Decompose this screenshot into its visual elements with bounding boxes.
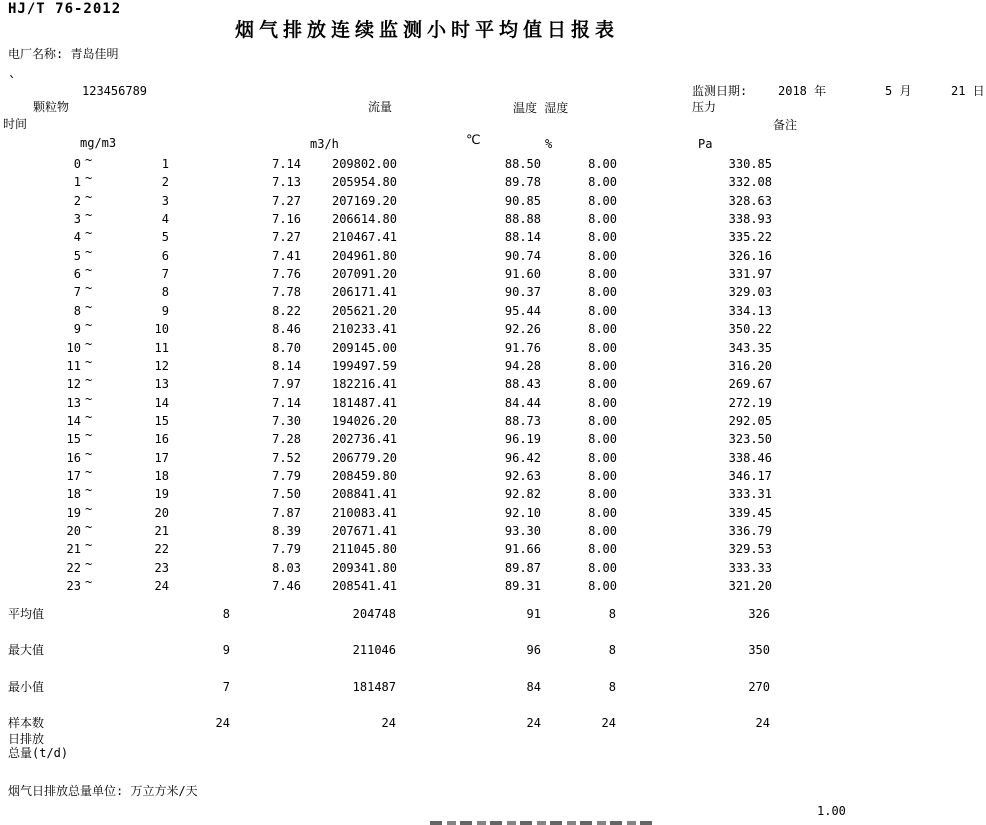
summary-label: 最大值 <box>8 643 45 657</box>
temp-value: 91.66 <box>504 542 541 557</box>
flow-value: 205621.20 <box>331 303 397 318</box>
flow-value: 208459.80 <box>331 468 397 483</box>
hour-to: 6 <box>161 248 169 263</box>
flow-value: 210083.41 <box>331 505 397 520</box>
pressure-value: 338.93 <box>728 212 772 227</box>
hour-to: 16 <box>154 432 169 447</box>
pm-value: 7.52 <box>272 450 301 465</box>
hour-row <box>0 373 986 392</box>
flow-value: 209802.00 <box>331 157 397 171</box>
humidity-value: 8.00 <box>588 175 617 190</box>
pm-value: 7.97 <box>272 377 301 392</box>
hour-row <box>0 244 986 264</box>
pressure-value: 339.45 <box>728 505 772 520</box>
humidity-value: 8.00 <box>588 377 617 392</box>
hour-from: 16 <box>66 450 81 465</box>
summary-temp-value: 84 <box>526 680 541 694</box>
summary-row <box>0 607 986 622</box>
unit-pressure: Pa <box>698 137 713 151</box>
humidity-value: 8.00 <box>588 303 617 318</box>
hour-row <box>0 171 986 190</box>
tilde-mark: ~ <box>85 281 93 296</box>
temp-value: 88.14 <box>504 230 541 245</box>
flow-value: 207671.41 <box>331 524 397 538</box>
flow-value: 210233.41 <box>331 322 397 337</box>
summary-pm-value: 7 <box>222 680 230 694</box>
hour-from: 5 <box>73 248 81 263</box>
temp-value: 90.85 <box>504 193 541 208</box>
footer-unit-note: 烟气日排放总量单位: 万立方米/天 <box>8 784 198 798</box>
hour-from: 12 <box>66 377 81 392</box>
clipped-text-fragment <box>430 821 656 825</box>
pm-value: 7.50 <box>272 487 301 502</box>
tilde-mark: ~ <box>85 373 93 388</box>
flow-value: 210467.41 <box>331 230 397 245</box>
hour-to: 20 <box>154 505 169 520</box>
pm-value: 7.46 <box>272 579 301 594</box>
flow-value: 204961.80 <box>331 248 397 263</box>
pm-value: 7.14 <box>272 395 301 410</box>
hour-row <box>0 391 986 411</box>
flow-value: 202736.41 <box>331 432 397 447</box>
hour-row <box>0 354 986 374</box>
pressure-value: 336.79 <box>728 524 772 538</box>
summary-humidity-value: 8 <box>608 607 616 621</box>
temp-value: 96.42 <box>504 450 541 465</box>
temp-value: 90.74 <box>504 248 541 263</box>
hour-row <box>0 520 986 539</box>
hour-from: 6 <box>73 267 81 282</box>
hour-to: 7 <box>161 267 169 282</box>
pressure-value: 346.17 <box>728 468 772 483</box>
hour-to: 18 <box>154 468 169 483</box>
hour-from: 22 <box>66 560 81 575</box>
temp-value: 92.26 <box>504 322 541 337</box>
hour-to: 23 <box>154 560 169 575</box>
hour-row <box>0 263 986 282</box>
tilde-mark: ~ <box>85 336 93 351</box>
flow-value: 181487.41 <box>331 395 397 410</box>
pm-value: 7.78 <box>272 285 301 300</box>
hour-from: 4 <box>73 230 81 245</box>
temp-value: 96.19 <box>504 432 541 447</box>
serial-number: 123456789 <box>82 84 148 98</box>
report-title: 烟气排放连续监测小时平均值日报表 <box>235 19 620 41</box>
pressure-value: 333.31 <box>728 487 772 502</box>
summary-row <box>0 716 986 731</box>
hour-to: 22 <box>154 542 169 557</box>
flow-value: 205954.80 <box>331 175 397 190</box>
flow-value: 209145.00 <box>331 340 397 355</box>
humidity-value: 8.00 <box>588 358 617 373</box>
tilde-mark: ~ <box>85 318 93 333</box>
tilde-mark: ~ <box>85 226 93 241</box>
pressure-value: 350.22 <box>728 322 772 337</box>
monitor-date-label: 监测日期: <box>692 84 748 98</box>
tilde-mark: ~ <box>85 446 93 461</box>
summary-label: 平均值 <box>8 607 45 621</box>
humidity-value: 8.00 <box>588 560 617 575</box>
tilde-mark: ~ <box>85 501 93 516</box>
temp-value: 88.43 <box>504 377 541 392</box>
temp-value: 88.88 <box>504 212 541 227</box>
column-header-flow: 流量 <box>368 100 393 114</box>
tilde-mark: ~ <box>85 244 93 259</box>
humidity-value: 8.00 <box>588 432 617 447</box>
pm-value: 7.27 <box>272 230 301 245</box>
summary-pm-value: 24 <box>215 716 230 730</box>
hour-from: 19 <box>66 505 81 520</box>
pressure-value: 332.08 <box>728 175 772 190</box>
flow-value: 194026.20 <box>331 413 397 428</box>
temp-value: 95.44 <box>504 303 541 318</box>
flow-value: 208841.41 <box>331 487 397 502</box>
hour-from: 21 <box>66 542 81 557</box>
column-header-time: 时间 <box>3 117 28 131</box>
humidity-value: 8.00 <box>588 524 617 538</box>
pm-value: 8.14 <box>272 358 301 373</box>
hour-from: 18 <box>66 487 81 502</box>
hour-row <box>0 575 986 594</box>
hour-row <box>0 189 986 209</box>
temp-value: 90.37 <box>504 285 541 300</box>
summary-pm-value: 8 <box>222 607 230 621</box>
flow-value: 211045.80 <box>331 542 397 557</box>
humidity-value: 8.00 <box>588 267 617 282</box>
pressure-value: 272.19 <box>728 395 772 410</box>
summary-pm-value: 9 <box>222 643 230 657</box>
tilde-mark: ~ <box>85 538 93 553</box>
hour-from: 10 <box>66 340 81 355</box>
pm-value: 7.28 <box>272 432 301 447</box>
summary-flow-value: 211046 <box>352 643 396 657</box>
tilde-mark: ~ <box>85 171 93 186</box>
summary-pressure-value: 326 <box>748 607 770 621</box>
humidity-value: 8.00 <box>588 579 617 594</box>
unit-humidity: % <box>545 137 553 151</box>
hour-to: 19 <box>154 487 169 502</box>
column-header-pressure: 压力 <box>692 100 717 114</box>
monitor-date-year: 2018 年 <box>778 84 827 98</box>
hour-to: 2 <box>161 175 169 190</box>
hour-row <box>0 336 986 356</box>
humidity-value: 8.00 <box>588 230 617 245</box>
hour-from: 3 <box>73 212 81 227</box>
temp-value: 93.30 <box>504 524 541 538</box>
humidity-value: 8.00 <box>588 322 617 337</box>
tilde-mark: ~ <box>85 391 93 406</box>
pressure-value: 329.53 <box>728 542 772 557</box>
monitor-date-day: 21 日 <box>951 84 985 98</box>
tilde-mark: ~ <box>85 263 93 278</box>
pm-value: 7.76 <box>272 267 301 282</box>
hour-from: 7 <box>73 285 81 300</box>
summary-humidity-value: 8 <box>608 680 616 694</box>
pm-value: 8.46 <box>272 322 301 337</box>
hour-row <box>0 483 986 502</box>
temp-value: 92.10 <box>504 505 541 520</box>
column-header-remark: 备注 <box>773 118 798 132</box>
hour-to: 3 <box>161 193 169 208</box>
pressure-value: 333.33 <box>728 560 772 575</box>
humidity-value: 8.00 <box>588 468 617 483</box>
tilde-mark: ~ <box>85 520 93 534</box>
tilde-mark: ~ <box>85 189 93 204</box>
pressure-value: 329.03 <box>728 285 772 300</box>
tilde-mark: ~ <box>85 409 93 424</box>
pm-value: 7.16 <box>272 212 301 227</box>
temp-value: 92.63 <box>504 468 541 483</box>
hour-to: 21 <box>154 524 169 538</box>
pm-value: 7.41 <box>272 248 301 263</box>
humidity-value: 8.00 <box>588 157 617 171</box>
hour-to: 8 <box>161 285 169 300</box>
pm-value: 7.87 <box>272 505 301 520</box>
tilde-mark: ~ <box>85 428 93 443</box>
summary-label: 最小值 <box>8 680 45 694</box>
pm-value: 8.22 <box>272 303 301 318</box>
summary-flow-value: 181487 <box>352 680 396 694</box>
column-header-pm: 颗粒物 <box>33 100 70 114</box>
daily-emission-label-line2: 总量(t/d) <box>8 746 69 760</box>
hour-to: 1 <box>161 157 169 171</box>
hour-row <box>0 538 986 557</box>
plant-name: 电厂名称: 青岛佳明 <box>8 47 119 61</box>
temp-value: 84.44 <box>504 395 541 410</box>
flow-value: 208541.41 <box>331 579 397 594</box>
hour-row <box>0 299 986 319</box>
hour-row <box>0 501 986 521</box>
tilde-mark: ~ <box>85 299 93 314</box>
hour-from: 8 <box>73 303 81 318</box>
pm-value: 8.39 <box>272 524 301 538</box>
hour-to: 24 <box>154 579 169 594</box>
pm-value: 8.70 <box>272 340 301 355</box>
pressure-value: 323.50 <box>728 432 772 447</box>
humidity-value: 8.00 <box>588 340 617 355</box>
temp-value: 89.87 <box>504 560 541 575</box>
tilde-mark: ~ <box>85 153 93 167</box>
hour-from: 23 <box>66 579 81 594</box>
flow-value: 207091.20 <box>331 267 397 282</box>
pressure-value: 338.46 <box>728 450 772 465</box>
unit-pm: mg/m3 <box>80 136 117 150</box>
hour-to: 4 <box>161 212 169 227</box>
hour-row <box>0 428 986 447</box>
hour-row <box>0 446 986 466</box>
humidity-value: 8.00 <box>588 487 617 502</box>
summary-pressure-value: 270 <box>748 680 770 694</box>
hour-from: 0 <box>73 157 81 171</box>
temp-value: 94.28 <box>504 358 541 373</box>
pressure-value: 316.20 <box>728 358 772 373</box>
pressure-value: 326.16 <box>728 248 772 263</box>
monitor-date-month: 5 月 <box>885 84 912 98</box>
summary-humidity-value: 8 <box>608 643 616 657</box>
summary-temp-value: 96 <box>526 643 541 657</box>
pm-value: 7.27 <box>272 193 301 208</box>
pressure-value: 334.13 <box>728 303 772 318</box>
temp-value: 88.73 <box>504 413 541 428</box>
pm-value: 7.30 <box>272 413 301 428</box>
flow-value: 206779.20 <box>331 450 397 465</box>
hour-to: 17 <box>154 450 169 465</box>
tilde-mark: ~ <box>85 483 93 498</box>
pm-value: 7.79 <box>272 468 301 483</box>
column-header-temp-humidity: 温度 湿度 <box>513 101 569 115</box>
tilde-mark: ~ <box>85 354 93 369</box>
hour-to: 15 <box>154 413 169 428</box>
hour-from: 14 <box>66 413 81 428</box>
hour-to: 5 <box>161 230 169 245</box>
hour-row <box>0 409 986 429</box>
hour-from: 1 <box>73 175 81 190</box>
temp-value: 88.50 <box>504 157 541 171</box>
temp-value: 89.31 <box>504 579 541 594</box>
hour-to: 13 <box>154 377 169 392</box>
flow-value: 207169.20 <box>331 193 397 208</box>
tilde-mark: ~ <box>85 208 93 223</box>
daily-emission-label-line1: 日排放 <box>8 732 45 746</box>
pressure-value: 321.20 <box>728 579 772 594</box>
summary-temp-value: 91 <box>526 607 541 621</box>
pm-value: 7.13 <box>272 175 301 190</box>
hour-to: 10 <box>154 322 169 337</box>
hour-row <box>0 281 986 300</box>
hour-from: 15 <box>66 432 81 447</box>
humidity-value: 8.00 <box>588 285 617 300</box>
temp-value: 89.78 <box>504 175 541 190</box>
humidity-value: 8.00 <box>588 248 617 263</box>
humidity-value: 8.00 <box>588 450 617 465</box>
pm-value: 7.14 <box>272 157 301 171</box>
footer-value: 1.00 <box>817 804 846 818</box>
standard-code: HJ/T 76-2012 <box>8 1 122 17</box>
unit-temp: ℃ <box>466 133 481 148</box>
tilde-mark: ~ <box>85 575 93 590</box>
pressure-value: 328.63 <box>728 193 772 208</box>
summary-label: 样本数 <box>8 716 45 730</box>
hour-from: 13 <box>66 395 81 410</box>
summary-pressure-value: 24 <box>755 716 770 730</box>
flow-value: 206614.80 <box>331 212 397 227</box>
hour-from: 20 <box>66 524 81 538</box>
tilde-mark: ~ <box>85 464 93 479</box>
flow-value: 206171.41 <box>331 285 397 300</box>
humidity-value: 8.00 <box>588 413 617 428</box>
hour-row <box>0 318 986 337</box>
hour-row <box>0 556 986 576</box>
humidity-value: 8.00 <box>588 212 617 227</box>
temp-value: 92.82 <box>504 487 541 502</box>
pressure-value: 343.35 <box>728 340 772 355</box>
pressure-value: 331.97 <box>728 267 772 282</box>
temp-value: 91.60 <box>504 267 541 282</box>
hour-from: 2 <box>73 193 81 208</box>
pressure-value: 335.22 <box>728 230 772 245</box>
hour-from: 11 <box>66 358 81 373</box>
summary-temp-value: 24 <box>526 716 541 730</box>
hour-row <box>0 208 986 227</box>
pressure-value: 292.05 <box>728 413 772 428</box>
humidity-value: 8.00 <box>588 505 617 520</box>
hour-from: 17 <box>66 468 81 483</box>
hour-from: 9 <box>73 322 81 337</box>
tilde-mark: ~ <box>85 556 93 571</box>
summary-flow-value: 24 <box>381 716 396 730</box>
summary-flow-value: 204748 <box>352 607 396 621</box>
summary-pressure-value: 350 <box>748 643 770 657</box>
pm-value: 8.03 <box>272 560 301 575</box>
hour-row <box>0 153 986 172</box>
summary-row <box>0 680 986 695</box>
flow-value: 182216.41 <box>331 377 397 392</box>
pm-value: 7.79 <box>272 542 301 557</box>
summary-humidity-value: 24 <box>601 716 616 730</box>
temp-value: 91.76 <box>504 340 541 355</box>
hour-row <box>0 226 986 245</box>
flow-value: 199497.59 <box>331 358 397 373</box>
hour-to: 11 <box>154 340 169 355</box>
humidity-value: 8.00 <box>588 193 617 208</box>
humidity-value: 8.00 <box>588 395 617 410</box>
humidity-value: 8.00 <box>588 542 617 557</box>
flow-value: 209341.80 <box>331 560 397 575</box>
summary-row <box>0 643 986 658</box>
tick-mark: ` <box>8 75 17 91</box>
hour-to: 9 <box>161 303 169 318</box>
pressure-value: 330.85 <box>728 157 772 171</box>
hour-row <box>0 464 986 484</box>
pressure-value: 269.67 <box>728 377 772 392</box>
hour-to: 14 <box>154 395 169 410</box>
unit-flow: m3/h <box>310 137 339 151</box>
hour-to: 12 <box>154 358 169 373</box>
